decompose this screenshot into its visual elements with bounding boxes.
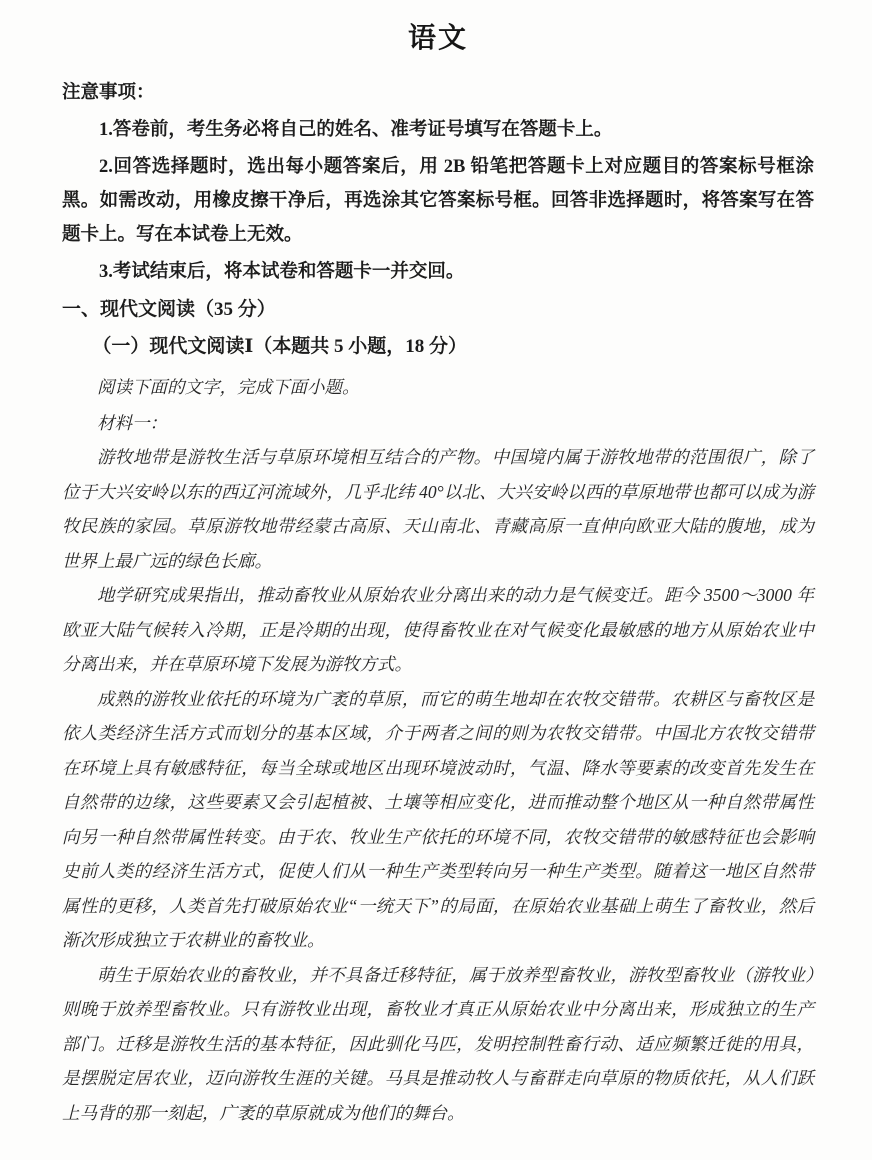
material-one-label: 材料一：: [97, 412, 167, 433]
notice-heading: 注意事项：: [62, 83, 155, 103]
reading-passage: [62, 370, 814, 1130]
notice-section: [62, 76, 814, 289]
passage-paragraph-4: 萌生于原始农业的畜牧业，并不具备迁移特征，属于放养型畜牧业，游牧型畜牧业（游牧业）则晚于放养型畜牧业。只有游牧业出现，畜牧业才真正从原始农业中分离出来，形成独立的生产部门。迁移是游牧生活的基本特征，因此驯化马匹，发明控制牲畜行动、适应频繁迁徙的用具，是摆脱定居农业，迈向游牧生涯的关键。马具是推动牧人与畜群走向草原的物质依托，从人们跃上马背的那一刻起，广袤的草原就成为他们的舞台。: [62, 964, 814, 1123]
reading-instruction: 阅读下面的文字，完成下面小题。: [97, 377, 360, 397]
section-heading-modern-reading: 一、现代文阅读（35 分）: [62, 299, 276, 320]
notice-item-2: 2.回答选择题时，选出每小题答案后，用 2B 铅笔把答题卡上对应题目的答案标号框涂黑。如需改动，用橡皮擦干净后，再选涂其它答案标号框。回答非选择题时，将答案写在答题卡上。写在本试卷上无效。: [62, 157, 814, 245]
notice-item-3: 3.考试结束后，将本试卷和答题卡一并交回。: [99, 262, 465, 282]
exam-title: 语文: [407, 23, 468, 54]
passage-paragraph-1: 游牧地带是游牧生活与草原环境相互结合的产物。中国境内属于游牧地带的范围很广，除了位于大兴安岭以东的西辽河流域外，几乎北纬 40°以北、大兴安岭以西的草原地带也都可以成为游牧民族的家园。草原游牧地带经蒙古高原、天山南北、青藏高原一直伸向欧亚大陆的腹地，成为世界上最广远的绿色长廊。: [62, 447, 814, 571]
notice-item-1: 1.答卷前，考生务必将自己的姓名、准考证号填写在答题卡上。: [99, 120, 613, 140]
passage-paragraph-3: 成熟的游牧业依托的环境为广袤的草原，而它的萌生地却在农牧交错带。农耕区与畜牧区是依人类经济生活方式而划分的基本区域，介于两者之间的则为农牧交错带。中国北方农牧交错带在环境上具有敏感特征，每当全球或地区出现环境波动时，气温、降水等要素的改变首先发生在自然带的边缘，这些要素又会引起植被、土壤等相应变化，进而推动整个地区从一种自然带属性向另一种自然带属性转变。由于农、牧业生产依托的环境不同，农牧交错带的敏感特征也会影响史前人类的经济生活方式，促使人们从一种生产类型转向另一种生产类型。随着这一地区自然带属性的更移，人类首先打破原始农业“一统天下”的局面，在原始农业基础上萌生了畜牧业，然后渐次形成独立于农耕业的畜牧业。: [62, 688, 814, 950]
subsection-heading-reading-1: （一）现代文阅读Ⅰ（本题共 5 小题，18 分）: [92, 336, 468, 357]
passage-paragraph-2: 地学研究成果指出，推动畜牧业从原始农业分离出来的动力是气候变迁。距今 3500～3000 年欧亚大陆气候转入冷期，正是冷期的出现，使得畜牧业在对气候变化最敏感的地方从原始农业中分离出来，并在草原环境下发展为游牧方式。: [62, 585, 814, 674]
